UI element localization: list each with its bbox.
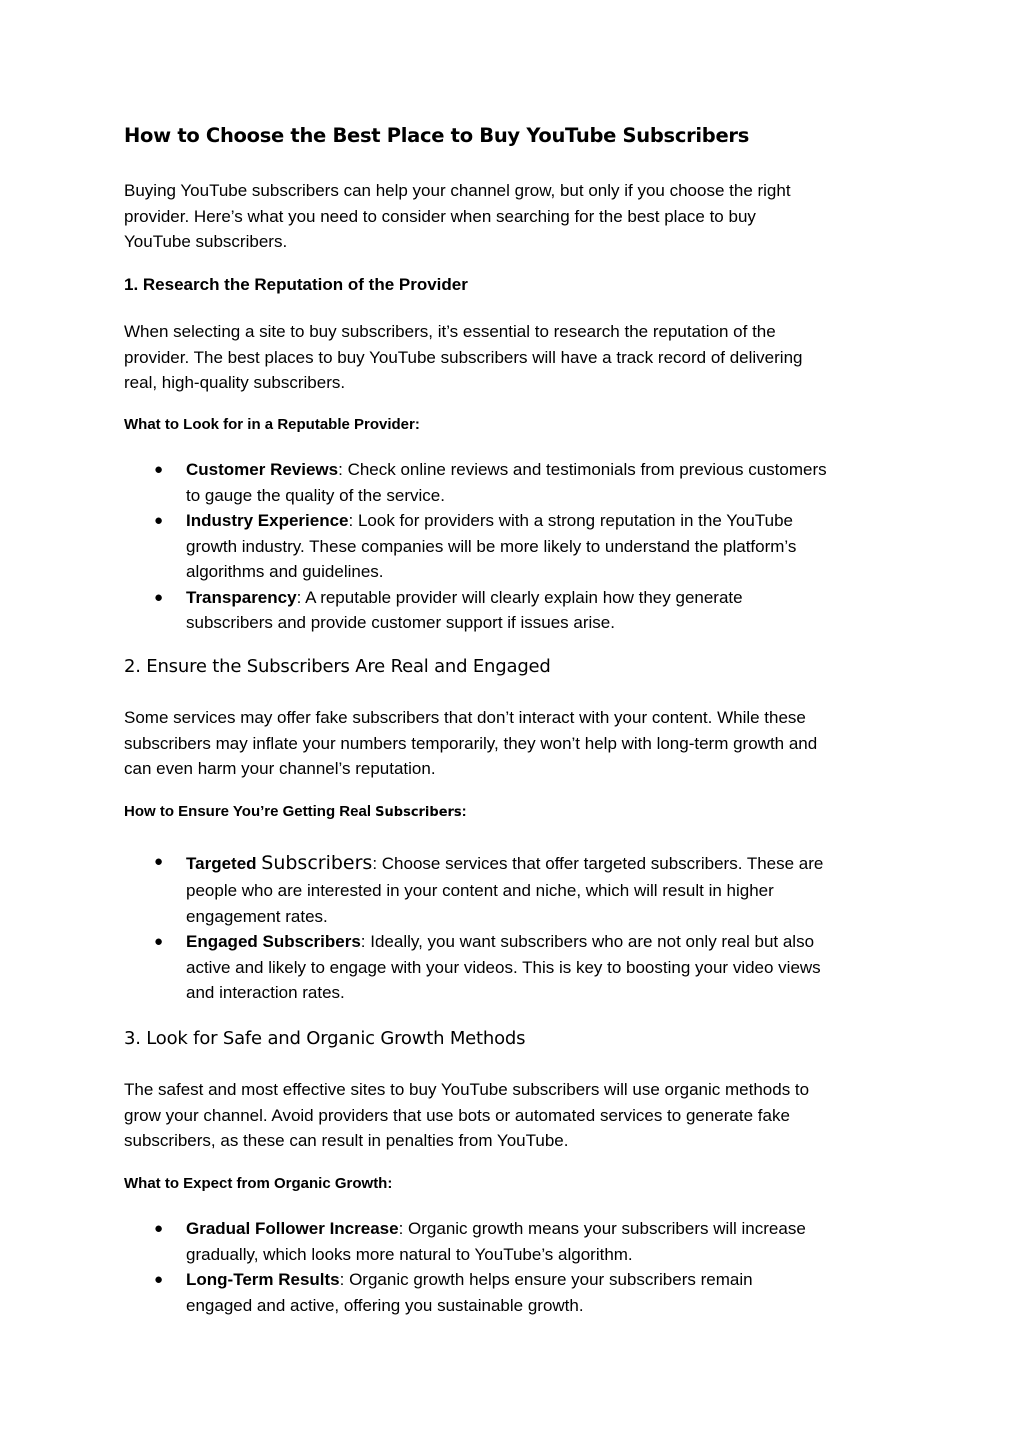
list-item-term: Gradual Follower Increase — [186, 1219, 399, 1238]
bullet-icon: ● — [154, 933, 164, 950]
list-item-term: Transparency — [186, 587, 297, 607]
paragraph-line: grow your channel. Avoid providers that use bots or automated services to generate fake — [124, 1105, 790, 1125]
section-2-heading: 2. Ensure the Subscribers Are Real and Engaged — [124, 656, 551, 677]
paragraph-line: When selecting a site to buy subscribers, it’s essential to research the reputation of the — [124, 322, 776, 341]
list-item-text: and interaction rates. — [186, 983, 345, 1002]
list-item — [124, 508, 914, 585]
list-item — [124, 585, 914, 636]
section-3-subheading: What to Expect from Organic Growth: — [124, 1175, 393, 1192]
list-item-text: to gauge the quality of the service. — [186, 485, 445, 505]
list-item-text: : Organic growth helps ensure your subscribers remain — [339, 1270, 753, 1289]
list-item-text: gradually, which looks more natural to YouTube’s algorithm. — [186, 1244, 633, 1264]
paragraph-line: can even harm your channel’s reputation. — [124, 759, 436, 778]
bullet-icon: ● — [154, 588, 164, 606]
list-item-text: : A reputable provider will clearly explain how they generate — [296, 587, 743, 607]
list-item — [124, 1267, 914, 1318]
list-item — [124, 929, 914, 1006]
list-item-term: Industry Experience — [186, 511, 349, 530]
section-1-list — [124, 457, 914, 636]
paragraph-line: subscribers, as these can result in penalties from YouTube. — [124, 1131, 569, 1150]
list-item-text: engagement rates. — [186, 906, 328, 926]
list-item-text: subscribers and provide customer support if issues arise. — [186, 613, 615, 632]
paragraph-line: subscribers may inflate your numbers temporarily, they won’t help with long-term growth and — [124, 733, 818, 753]
list-item-term-word: Subscribers — [261, 852, 373, 874]
section-3-list — [124, 1216, 914, 1318]
list-item-text: active and likely to engage with your videos. This is key to boosting your video views — [186, 957, 821, 977]
list-item-term: Targeted — [186, 854, 262, 873]
document-title: How to Choose the Best Place to Buy YouTube Subscribers — [124, 124, 750, 147]
subheading-word: Subscribers — [375, 805, 462, 820]
bullet-icon: ● — [154, 461, 164, 478]
bullet-icon: ● — [154, 853, 164, 870]
section-2-subheading — [124, 803, 467, 820]
list-item-text: people who are interested in your content and niche, which will result in higher — [186, 881, 774, 900]
list-item-text: engaged and active, offering you sustainable growth. — [186, 1295, 584, 1315]
intro-line: YouTube subscribers. — [124, 232, 288, 251]
section-1-subheading: What to Look for in a Reputable Provider: — [124, 416, 420, 433]
section-1-paragraph — [124, 319, 904, 396]
section-1-heading: 1. Research the Reputation of the Provider — [124, 275, 468, 294]
subheading-text: How to Ensure You’re Getting Real — [124, 803, 376, 820]
list-item — [124, 1216, 914, 1267]
list-item-text: : Look for providers with a strong reputation in the YouTube — [348, 511, 793, 530]
intro-line: provider. Here’s what you need to consider when searching for the best place to buy — [124, 206, 756, 226]
list-item-text: : Check online reviews and testimonials from previous customers — [338, 460, 827, 479]
intro-paragraph — [124, 178, 904, 255]
bullet-icon: ● — [154, 1271, 164, 1288]
list-item-term: Customer Reviews — [186, 460, 339, 479]
list-item — [124, 457, 914, 508]
intro-line: Buying YouTube subscribers can help your channel grow, but only if you choose the right — [124, 181, 791, 200]
section-3-paragraph — [124, 1077, 904, 1154]
bullet-icon: ● — [154, 512, 164, 529]
list-item — [124, 849, 914, 929]
section-2-paragraph — [124, 705, 904, 782]
list-item-text: : Choose services that offer targeted subscribers. These are — [372, 854, 824, 873]
list-item-text: growth industry. These companies will be more likely to understand the platform’s — [186, 536, 797, 556]
section-3-heading: 3. Look for Safe and Organic Growth Methods — [124, 1028, 526, 1049]
list-item-text: algorithms and guidelines. — [186, 562, 384, 581]
section-2-list — [124, 849, 914, 1006]
subheading-colon: : — [461, 803, 467, 820]
list-item-term: Long-Term Results — [186, 1270, 340, 1289]
paragraph-line: Some services may offer fake subscribers that don’t interact with your content. While these — [124, 708, 806, 727]
bullet-icon: ● — [154, 1220, 164, 1237]
paragraph-line: provider. The best places to buy YouTube subscribers will have a track record of delivering — [124, 347, 803, 367]
paragraph-line: The safest and most effective sites to buy YouTube subscribers will use organic methods to — [124, 1080, 810, 1099]
list-item-text: : Ideally, you want subscribers who are not only real but also — [360, 932, 815, 951]
list-item-term: Engaged Subscribers — [186, 932, 361, 951]
paragraph-line: real, high-quality subscribers. — [124, 373, 346, 392]
list-item-text: : Organic growth means your subscribers will increase — [398, 1219, 806, 1238]
